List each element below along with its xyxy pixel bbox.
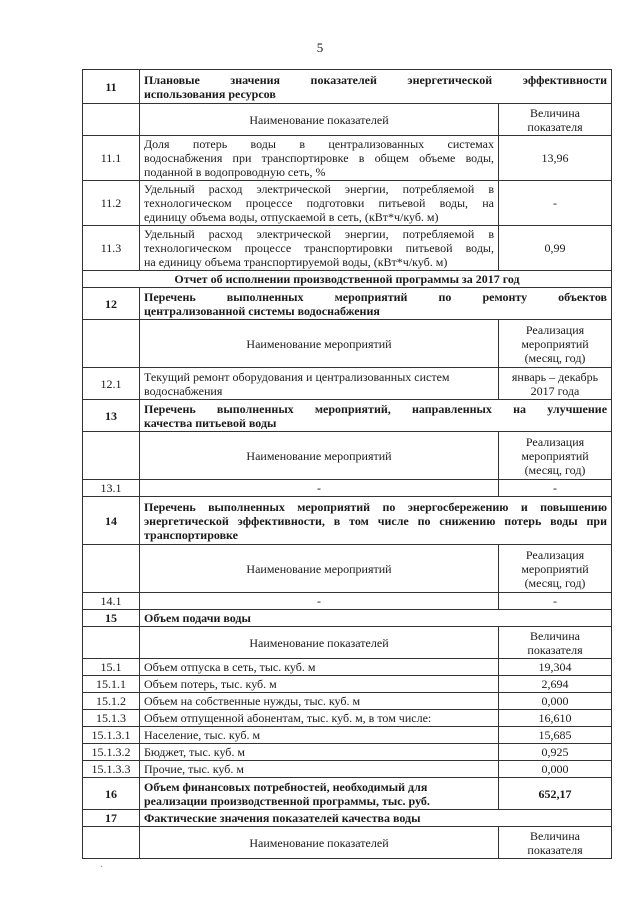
row-name: Текущий ремонт оборудования и централизованных систем водоснабжения bbox=[140, 368, 499, 400]
section-number: 11 bbox=[83, 70, 140, 104]
table-row: 15.1.3.1 Население, тыс. куб. м 15,685 bbox=[83, 727, 612, 744]
scan-mark: · bbox=[100, 862, 104, 873]
section-number: 16 bbox=[83, 778, 140, 810]
column-header-row bbox=[83, 320, 612, 368]
row-name: Объем потерь, тыс. куб. м bbox=[140, 676, 499, 693]
row-name: Доля потерь воды в централизованных системах водоснабжения при транспортировке в общем объеме воды, поданной в водопроводную сеть, % bbox=[140, 136, 499, 181]
section-title: Фактические значения показателей качества воды bbox=[140, 810, 612, 827]
row-name: Бюджет, тыс. куб. м bbox=[140, 744, 499, 761]
table-row: 11.2 Удельный расход электрической энергии, потребляемой в технологическом процессе подготовки питьевой воды, на единицу объема воды, отпускаемой в сеть, (кВт*ч/куб. м) - bbox=[83, 181, 612, 226]
column-header-name: Наименование показателей bbox=[140, 827, 499, 859]
column-header-name: Наименование мероприятий bbox=[140, 545, 499, 593]
section-number: 17 bbox=[83, 810, 140, 827]
table-row: 15.1 Объем отпуска в сеть, тыс. куб. м 19,304 bbox=[83, 659, 612, 676]
column-header-name: Наименование показателей bbox=[140, 104, 499, 136]
row-value: 0,99 bbox=[499, 226, 612, 271]
row-name: Удельный расход электрической энергии, потребляемой в технологическом процессе транспортировки питьевой воды, на единицу объема транспортируемой воды, (кВт*ч/куб. м) bbox=[140, 226, 499, 271]
row-name: Объем на собственные нужды, тыс. куб. м bbox=[140, 693, 499, 710]
section-number: 15 bbox=[83, 610, 140, 627]
section-14-header bbox=[83, 497, 612, 545]
page-number: 5 bbox=[316, 40, 324, 55]
section-15-header bbox=[83, 610, 612, 627]
section-17-header bbox=[83, 810, 612, 827]
column-header-value: Реализация мероприятий (месяц, год) bbox=[499, 545, 612, 593]
program-table bbox=[82, 69, 612, 859]
section-number: 12 bbox=[83, 288, 140, 320]
column-header-name: Наименование мероприятий bbox=[140, 320, 499, 368]
row-name: - bbox=[140, 593, 499, 610]
section-number: 13 bbox=[83, 400, 140, 432]
column-header-row bbox=[83, 432, 612, 480]
column-header-value: Величина показателя bbox=[499, 827, 612, 859]
row-name: Население, тыс. куб. м bbox=[140, 727, 499, 744]
table-row: 12.1 Текущий ремонт оборудования и централизованных систем водоснабжения январь – декабрь 2017 года bbox=[83, 368, 612, 400]
row-value: 13,96 bbox=[499, 136, 612, 181]
table-row: 14.1 - - bbox=[83, 593, 612, 610]
column-header-row bbox=[83, 827, 612, 859]
table-row: 11.3 Удельный расход электрической энергии, потребляемой в технологическом процессе транспортировки питьевой воды, на единицу объема транспортируемой воды, (кВт*ч/куб. м) 0,99 bbox=[83, 226, 612, 271]
column-header-row bbox=[83, 545, 612, 593]
row-value: 16,610 bbox=[499, 710, 612, 727]
column-header-value: Реализация мероприятий (месяц, год) bbox=[499, 432, 612, 480]
row-value: - bbox=[499, 181, 612, 226]
section-title: Объем подачи воды bbox=[140, 610, 612, 627]
row-value: 0,925 bbox=[499, 744, 612, 761]
table-row: 11.1 Доля потерь воды в централизованных системах водоснабжения при транспортировке в общем объеме воды, поданной в водопроводную сеть, % 13,96 bbox=[83, 136, 612, 181]
report-title: Отчет об исполнении производственной программы за 2017 год bbox=[83, 271, 612, 288]
row-name: Объем отпуска в сеть, тыс. куб. м bbox=[140, 659, 499, 676]
section-11-header bbox=[83, 70, 612, 104]
column-header-value: Реализация мероприятий (месяц, год) bbox=[499, 320, 612, 368]
column-header-row bbox=[83, 627, 612, 659]
row-name: Прочие, тыс. куб. м bbox=[140, 761, 499, 778]
row-value: 0,000 bbox=[499, 693, 612, 710]
table-row: 13.1 - - bbox=[83, 480, 612, 497]
column-header-value: Величина показателя bbox=[499, 104, 612, 136]
row-value: 15,685 bbox=[499, 727, 612, 744]
row-name: Объем отпущенной абонентам, тыс. куб. м, в том числе: bbox=[140, 710, 499, 727]
row-value: - bbox=[499, 593, 612, 610]
table-row: 15.1.2 Объем на собственные нужды, тыс. куб. м 0,000 bbox=[83, 693, 612, 710]
section-12-header bbox=[83, 288, 612, 320]
table-row: 15.1.3 Объем отпущенной абонентам, тыс. куб. м, в том числе: 16,610 bbox=[83, 710, 612, 727]
row-value: январь – декабрь 2017 года bbox=[499, 368, 612, 400]
row-name: - bbox=[140, 480, 499, 497]
section-title: Перечень выполненных мероприятий, направленных на улучшение качества питьевой воды bbox=[140, 400, 612, 432]
column-header-value: Величина показателя bbox=[499, 627, 612, 659]
column-header-name: Наименование мероприятий bbox=[140, 432, 499, 480]
row-value: 652,17 bbox=[499, 778, 612, 810]
section-title: Перечень выполненных мероприятий по ремонту объектов централизованной системы водоснабжения bbox=[140, 288, 612, 320]
table-row: 15.1.3.3 Прочие, тыс. куб. м 0,000 bbox=[83, 761, 612, 778]
section-13-header bbox=[83, 400, 612, 432]
row-value: - bbox=[499, 480, 612, 497]
column-header-name: Наименование показателей bbox=[140, 627, 499, 659]
row-value: 0,000 bbox=[499, 761, 612, 778]
table-row: 15.1.3.2 Бюджет, тыс. куб. м 0,925 bbox=[83, 744, 612, 761]
column-header-row bbox=[83, 104, 612, 136]
section-title: Объем финансовых потребностей, необходимый для реализации производственной программы, тыс. руб. bbox=[140, 778, 499, 810]
section-title: Перечень выполненных мероприятий по энергосбережению и повышению энергетической эффективности, в том числе по снижению потерь воды при транспортировке bbox=[140, 497, 612, 545]
row-name: Удельный расход электрической энергии, потребляемой в технологическом процессе подготовки питьевой воды, на единицу объема воды, отпускаемой в сеть, (кВт*ч/куб. м) bbox=[140, 181, 499, 226]
row-value: 19,304 bbox=[499, 659, 612, 676]
table-row: 15.1.1 Объем потерь, тыс. куб. м 2,694 bbox=[83, 676, 612, 693]
section-title: Плановые значения показателей энергетической эффективности использования ресурсов bbox=[140, 70, 612, 104]
section-number: 14 bbox=[83, 497, 140, 545]
section-16-row bbox=[83, 778, 612, 810]
report-title-row bbox=[83, 271, 612, 288]
row-value: 2,694 bbox=[499, 676, 612, 693]
